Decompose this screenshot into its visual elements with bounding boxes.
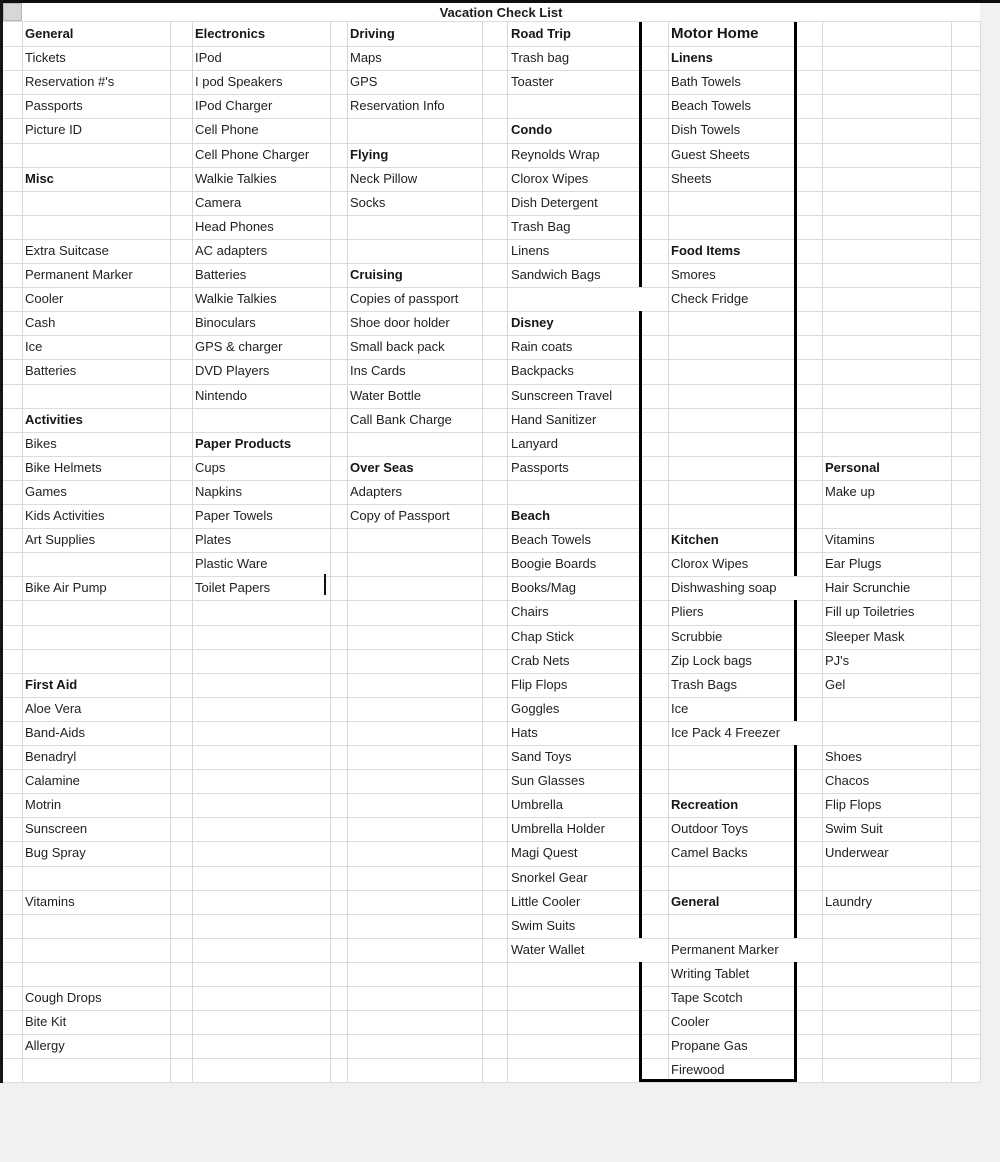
item-cell[interactable]: Motrin (25, 797, 62, 813)
item-cell[interactable]: Check Fridge (671, 291, 749, 307)
item-cell[interactable]: Art Supplies (25, 532, 96, 548)
sheet-title[interactable]: Vacation Check List (22, 3, 980, 22)
item-cell[interactable]: Ice (25, 339, 43, 355)
gridline-h (3, 287, 980, 288)
item-cell[interactable]: Extra Suitcase (25, 242, 109, 258)
item-cell[interactable]: Propane Gas (671, 1038, 748, 1054)
item-cell[interactable]: Bath Towels (671, 74, 741, 90)
gridline-v (668, 21, 669, 1082)
item-cell[interactable]: Aloe Vera (25, 700, 82, 716)
gridline-h (3, 118, 980, 119)
item-cell[interactable]: Passports (511, 459, 569, 475)
item-cell[interactable]: Trash Bags (671, 676, 737, 692)
gridline-h (3, 986, 980, 987)
item-cell[interactable]: Guest Sheets (671, 146, 750, 162)
item-cell[interactable]: Vitamins (825, 532, 875, 548)
item-cell[interactable]: Ice (671, 700, 689, 716)
item-cell[interactable]: Magi Quest (511, 845, 578, 861)
gridline-h (3, 1058, 980, 1059)
item-cell[interactable]: Games (25, 483, 67, 499)
item-cell[interactable]: Benadryl (25, 749, 77, 764)
item-cell[interactable]: Chap Stick (511, 628, 574, 644)
item-cell[interactable]: AC adapters (195, 242, 268, 258)
gridline-h (3, 359, 980, 360)
item-cell[interactable]: Hair Scrunchie (825, 580, 911, 596)
item-cell[interactable]: Tape Scotch (671, 990, 743, 1005)
item-cell[interactable]: Sun Glasses (511, 773, 585, 789)
item-cell[interactable]: Passports (25, 98, 83, 114)
item-cell[interactable]: Dish Towels (671, 122, 741, 138)
item-cell[interactable]: Bike Air Pump (25, 580, 107, 596)
item-cell[interactable]: Maps (350, 50, 382, 66)
section-header-cell[interactable]: Food Items (671, 242, 741, 258)
item-cell[interactable]: Lanyard (511, 435, 558, 451)
item-cell[interactable]: Hand Sanitizer (511, 411, 597, 427)
item-cell[interactable]: Swim Suits (511, 917, 576, 933)
item-cell[interactable]: I pod Speakers (195, 74, 283, 90)
gridline-h (3, 384, 980, 385)
item-cell[interactable]: Dishwashing soap (671, 580, 777, 596)
item-cell[interactable]: Bug Spray (25, 845, 86, 861)
section-header-cell[interactable]: Flying (350, 146, 389, 162)
gridline-h (3, 21, 980, 22)
section-header-cell[interactable]: Activities (25, 411, 83, 427)
item-cell[interactable]: Cooler (671, 1014, 710, 1030)
section-header-cell[interactable]: General (671, 893, 720, 909)
item-cell[interactable]: Chacos (825, 773, 870, 789)
item-cell[interactable]: Tickets (25, 50, 66, 66)
item-cell[interactable]: DVD Players (195, 363, 270, 379)
item-cell[interactable]: Reynolds Wrap (511, 146, 600, 162)
section-header-cell[interactable]: Misc (25, 170, 54, 186)
item-cell[interactable]: Walkie Talkies (195, 170, 277, 186)
item-cell[interactable]: Umbrella Holder (511, 821, 605, 837)
item-cell[interactable]: Cell Phone Charger (195, 146, 310, 162)
gridline-h (3, 215, 980, 216)
gridline-h (3, 1082, 980, 1083)
item-cell[interactable]: Paper Towels (195, 508, 273, 523)
gridline-h (3, 335, 980, 336)
section-header-cell[interactable]: Road Trip (511, 26, 571, 41)
item-cell[interactable]: Linens (511, 242, 550, 258)
item-cell[interactable]: Batteries (195, 267, 247, 282)
item-cell[interactable]: Socks (350, 194, 386, 210)
section-header-cell[interactable]: General (25, 26, 74, 41)
item-cell[interactable]: Backpacks (511, 363, 574, 379)
gridline-v (482, 21, 483, 1082)
gridline-h (3, 191, 980, 192)
item-cell[interactable]: PJ's (825, 652, 850, 668)
section-header-cell[interactable]: Kitchen (671, 532, 719, 548)
item-cell[interactable]: Cooler (25, 291, 64, 307)
item-cell[interactable]: Binoculars (195, 315, 256, 331)
section-header-cell[interactable]: Condo (511, 122, 553, 138)
item-cell[interactable]: Cash (25, 315, 56, 331)
section-header-cell[interactable]: First Aid (25, 676, 78, 692)
thick-border-segment (639, 962, 642, 1082)
item-cell[interactable]: Bike Helmets (25, 459, 102, 475)
item-cell[interactable]: Make up (825, 483, 875, 499)
item-cell[interactable]: Small back pack (350, 339, 445, 355)
corner-cell[interactable] (3, 3, 22, 21)
item-cell[interactable]: Plates (195, 532, 232, 548)
item-cell[interactable]: Nintendo (195, 387, 248, 403)
item-cell[interactable]: Flip Flops (511, 676, 568, 692)
item-cell[interactable]: Trash Bag (511, 218, 571, 234)
gridline-v (192, 21, 193, 1082)
section-header-cell[interactable]: Motor Home (671, 25, 759, 42)
section-header-cell[interactable]: Recreation (671, 797, 739, 813)
item-cell[interactable]: Writing Tablet (671, 965, 750, 981)
item-cell[interactable]: Band-Aids (25, 724, 85, 740)
section-header-cell[interactable]: Disney (511, 315, 554, 331)
item-cell[interactable]: Umbrella (511, 797, 564, 813)
item-cell[interactable]: Gel (825, 676, 846, 692)
item-cell[interactable]: Camera (195, 194, 242, 210)
thick-border-segment (639, 311, 642, 938)
item-cell[interactable]: Hats (511, 724, 538, 740)
item-cell[interactable]: Ins Cards (350, 363, 406, 379)
item-cell[interactable]: Vitamins (25, 893, 75, 909)
item-cell[interactable]: Bikes (25, 435, 57, 451)
item-cell[interactable]: Sunscreen Travel (511, 387, 613, 403)
item-cell[interactable]: Crab Nets (511, 652, 570, 668)
gridline-v (980, 21, 981, 1082)
gridline-h (3, 94, 980, 95)
item-cell[interactable]: Allergy (25, 1038, 65, 1054)
section-header-cell[interactable]: Linens (671, 50, 713, 66)
item-cell[interactable]: Chairs (511, 604, 549, 620)
item-cell[interactable]: GPS (350, 74, 378, 90)
item-cell[interactable]: Fill up Toiletries (825, 604, 915, 620)
gridline-h (3, 866, 980, 867)
item-cell[interactable]: Sleeper Mask (825, 628, 905, 644)
gridline-v (170, 21, 171, 1082)
gridline-h (3, 70, 980, 71)
left-border-bar (0, 0, 3, 1083)
item-cell[interactable]: Zip Lock bags (671, 652, 752, 668)
item-cell[interactable]: Sandwich Bags (511, 267, 601, 282)
item-cell[interactable]: Boogie Boards (511, 556, 597, 572)
item-cell[interactable]: Calamine (25, 773, 80, 789)
section-header-cell[interactable]: Paper Products (195, 435, 292, 451)
item-cell[interactable]: Sunscreen (25, 821, 88, 837)
section-header-cell[interactable]: Driving (350, 26, 395, 41)
gridline-h (3, 721, 980, 722)
gridline-h (3, 962, 980, 963)
item-cell[interactable]: Call Bank Charge (350, 411, 452, 427)
gridline-h (3, 697, 980, 698)
gridline-v (507, 21, 508, 1082)
item-cell[interactable]: Rain coats (511, 339, 573, 355)
thick-border-segment (639, 22, 642, 287)
gridline-h (3, 143, 980, 144)
item-cell[interactable]: IPod (195, 50, 222, 66)
item-cell[interactable]: Trash bag (511, 50, 570, 66)
item-cell[interactable]: Shoe door holder (350, 315, 450, 331)
gridline-h (3, 1010, 980, 1011)
gridline-h (3, 408, 980, 409)
gridline-h (3, 311, 980, 312)
thick-border-segment (794, 600, 797, 721)
item-cell[interactable]: Goggles (511, 700, 560, 716)
item-cell[interactable]: Permanent Marker (25, 267, 133, 282)
item-cell[interactable]: Toaster (511, 74, 554, 90)
gridline-h (3, 167, 980, 168)
item-cell[interactable]: Books/Mag (511, 580, 577, 596)
item-cell[interactable]: Pliers (671, 604, 704, 620)
item-cell[interactable]: Water Bottle (350, 387, 422, 403)
item-cell[interactable]: Reservation Info (350, 98, 445, 114)
item-cell[interactable]: Kids Activities (25, 508, 105, 523)
thick-border-segment (794, 22, 797, 576)
item-cell[interactable]: IPod Charger (195, 98, 273, 114)
section-header-cell[interactable]: Cruising (350, 267, 403, 282)
gridline-h (3, 263, 980, 264)
item-cell[interactable]: Cough Drops (25, 990, 102, 1005)
item-cell[interactable]: Clorox Wipes (671, 556, 749, 572)
item-cell[interactable]: Smores (671, 267, 716, 282)
gridline-v (22, 21, 23, 1082)
item-cell[interactable]: Clorox Wipes (511, 170, 589, 186)
section-header-cell[interactable]: Electronics (195, 26, 266, 41)
item-cell[interactable]: Swim Suit (825, 821, 883, 837)
thick-border-segment (794, 962, 797, 1082)
gridline-h (3, 239, 980, 240)
item-cell[interactable]: Adapters (350, 483, 403, 499)
item-cell[interactable]: GPS & charger (195, 339, 283, 355)
item-cell[interactable]: Copy of Passport (350, 508, 450, 523)
item-cell[interactable]: Water Wallet (511, 941, 585, 957)
item-cell[interactable]: Napkins (195, 483, 242, 499)
gridline-h (3, 504, 980, 505)
item-cell[interactable]: Plastic Ware (195, 556, 268, 572)
item-cell[interactable]: Neck Pillow (350, 170, 418, 186)
item-cell[interactable]: Laundry (825, 893, 872, 909)
item-cell[interactable]: Firewood (671, 1062, 725, 1078)
gridline-v (951, 21, 952, 1082)
gridline-h (3, 938, 980, 939)
item-cell[interactable]: Picture ID (25, 122, 83, 138)
item-cell[interactable]: Walkie Talkies (195, 291, 277, 307)
item-cell[interactable]: Copies of passport (350, 291, 459, 307)
item-cell[interactable]: Cell Phone (195, 122, 259, 138)
item-cell[interactable]: Snorkel Gear (511, 869, 588, 885)
item-cell[interactable]: Scrubbie (671, 628, 723, 644)
gridline-v (822, 21, 823, 1082)
item-cell[interactable]: Ice Pack 4 Freezer (671, 724, 781, 740)
item-cell[interactable]: Cups (195, 459, 226, 475)
gridline-h (3, 914, 980, 915)
item-cell[interactable]: Reservation #'s (25, 74, 115, 90)
item-cell[interactable]: Flip Flops (825, 797, 882, 813)
item-cell[interactable]: Underwear (825, 845, 889, 861)
gridline-v (330, 21, 331, 1082)
section-header-cell[interactable]: Personal (825, 459, 880, 475)
item-cell[interactable]: Dish Detergent (511, 194, 598, 210)
section-header-cell[interactable]: Beach (511, 508, 551, 523)
item-cell[interactable]: Sand Toys (511, 749, 572, 764)
item-cell[interactable]: Beach Towels (671, 98, 751, 114)
item-cell[interactable]: Head Phones (195, 218, 274, 234)
item-cell[interactable]: Little Cooler (511, 893, 581, 909)
item-cell[interactable]: Permanent Marker (671, 941, 779, 957)
item-cell[interactable]: Outdoor Toys (671, 821, 749, 837)
gridline-h (3, 1034, 980, 1035)
item-cell[interactable]: Toilet Papers (195, 580, 271, 596)
item-cell[interactable]: Camel Backs (671, 845, 748, 861)
item-cell[interactable]: Ear Plugs (825, 556, 882, 572)
thick-border-segment (794, 745, 797, 938)
item-cell[interactable]: Bite Kit (25, 1014, 67, 1030)
item-cell[interactable]: Sheets (671, 170, 712, 186)
item-cell[interactable]: Beach Towels (511, 532, 591, 548)
gridline-h (3, 46, 980, 47)
gridline-v (347, 21, 348, 1082)
item-cell[interactable]: Batteries (25, 363, 77, 379)
text-cursor (324, 574, 326, 595)
item-cell[interactable]: Shoes (825, 749, 862, 764)
section-header-cell[interactable]: Over Seas (350, 459, 414, 475)
gridline-h (3, 432, 980, 433)
